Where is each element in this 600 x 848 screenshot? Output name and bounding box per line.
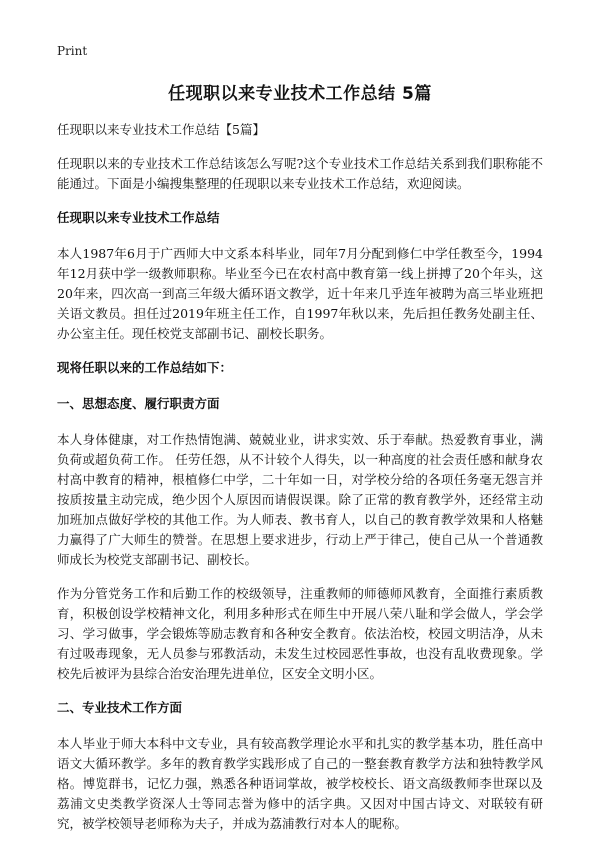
section-heading-summary: 现将任职以来的工作总结如下：	[57, 360, 233, 375]
section-heading-main: 任现职以来专业技术工作总结	[57, 210, 220, 225]
bio-paragraph: 本人1987年6月于广西师大中文系本科毕业，同年7月分配到修仁中学任教至今，1994年12月获中学一级教师职称。毕业至今已在农村高中教育第一线上拼搏了20个年头，这20年来，四次高一到高三年级大循环语文教学，近十年来几乎连年被聘为高三毕业班把关语文教员。担任过2019年班主任工作，自1997年秋以来，先后担任教务处副主任、办公室主任。现任校党支部副书记、副校长职务。	[57, 246, 543, 341]
section-heading-technical: 二、专业技术工作方面	[57, 700, 183, 715]
document-body	[57, 120, 543, 848]
print-link[interactable]: Print	[57, 44, 88, 58]
attitude-paragraph-2: 作为分管党务工作和后勤工作的校级领导，注重教师的师德师风教育，全面推行素质教育，积极创设学校精神文化，利用多种形式在师生中开展八荣八耻和学会做人，学会学习、学习做事，学会锻炼等励志教育和各种安全教育。依法治校，校园文明洁净，从未有过吸毒现象，无人员参与邪教活动，未发生过校园恶性事故，也没有乱收费现象。学校先后被评为县综合治安治理先进单位，区安全文明小区。	[57, 586, 543, 681]
section-heading-attitude: 一、思想态度、履行职责方面	[57, 396, 220, 411]
technical-paragraph: 本人毕业于师大本科中文专业，具有较高教学理论水平和扎实的教学基本功，胜任高中语文大循环教学。多年的教育教学实践形成了自己的一整套教育教学方法和独特教学风格。博览群书，记忆力强，熟悉各种语词掌故，被学校校长、语文高级教师李世琛以及荔浦文史类教学资深人士等同志誉为修中的活字典。又因对中国古诗文、对联较有研究，被学校领导老师称为夫子，并成为荔浦教行对本人的昵称。	[57, 736, 543, 831]
document-subtitle: 任现职以来专业技术工作总结【5篇】	[57, 122, 265, 137]
intro-paragraph: 任现职以来的专业技术工作总结该怎么写呢?这个专业技术工作总结关系到我们职称能不能通过。下面是小编搜集整理的任现职以来专业技术工作总结，欢迎阅读。	[57, 156, 543, 191]
attitude-paragraph-1: 本人身体健康，对工作热情饱满、兢兢业业，讲求实效、乐于奉献。热爱教育事业，满负荷或超负荷工作。 任劳任怨，从不计较个人得失，以一种高度的社会责任感和献身农村高中教育的精神，根植修仁中学，二十年如一日，对学校分给的各项任务毫无怨言并按质按量主动完成，绝少因个人原因而请假误课。除了正常的教育教学外，还经常主动加班加点做好学校的其他工作。为人师表、教书育人，以自己的教育教学效果和人格魅力赢得了广大师生的赞誉。在思想上要求进步，行动上严于律己，使自己从一个普通教师成长为校党支部副书记、副校长。	[57, 432, 543, 567]
page-title: 任现职以来专业技术工作总结 5篇	[168, 84, 432, 104]
